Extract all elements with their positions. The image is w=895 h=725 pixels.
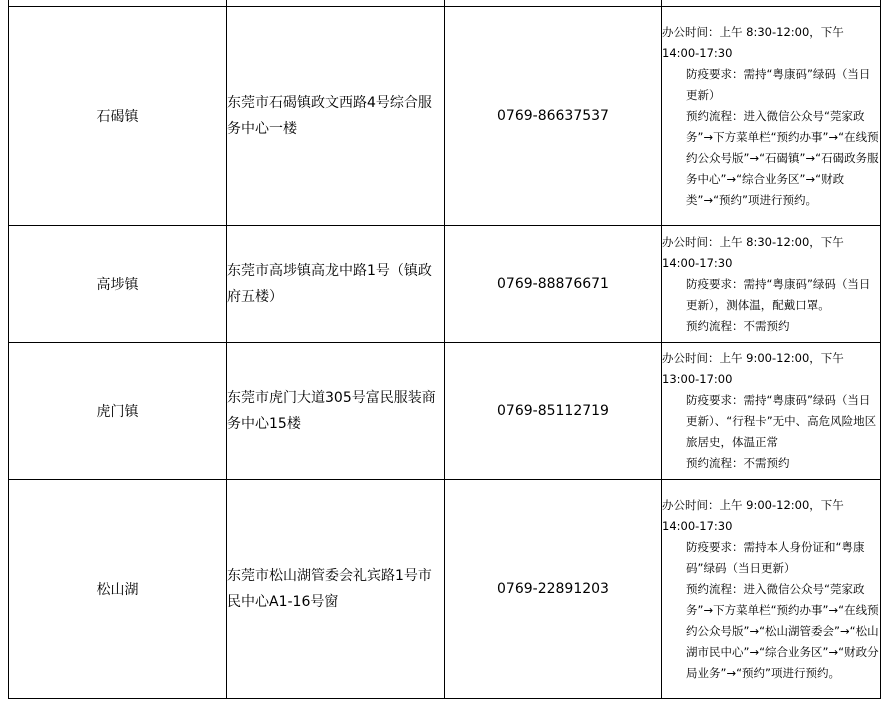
town-name: 松山湖 <box>96 582 139 598</box>
town-cell <box>9 7 227 226</box>
epidemic-requirements: 防疫要求：需持“粤康码”绿码（当日更新） <box>686 66 871 102</box>
address-text: 东莞市石碣镇政文西路4号综合服务中心一楼 <box>227 95 432 137</box>
table-row-songshanhu <box>9 480 881 699</box>
epidemic-requirements: 防疫要求：需持“粤康码”绿码（当日更新）、“行程卡”无中、高危风险地区旅居史，体温正常 <box>686 393 877 449</box>
office-hours: 办公时间：上午 8:30-12:00，下午14:00-17:30 <box>662 24 844 60</box>
phone-number: 0769-85112719 <box>497 403 609 419</box>
address-cell <box>227 7 445 226</box>
phone-number: 0769-88876671 <box>497 276 609 292</box>
office-hours: 办公时间：上午 9:00-12:00，下午13:00-17:00 <box>662 351 844 386</box>
address-text: 东莞市虎门大道305号富民服装商务中心15楼 <box>227 390 436 432</box>
town-name: 石碣镇 <box>96 109 139 125</box>
town-cell <box>9 343 227 480</box>
phone-cell <box>445 7 662 226</box>
office-hours: 办公时间：上午 9:00-12:00，下午14:00-17:30 <box>662 497 844 533</box>
phone-cell <box>445 226 662 343</box>
address-cell <box>227 343 445 480</box>
info-cell <box>662 226 881 343</box>
booking-process: 预约流程：进入微信公众号“莞家政务”→下方菜单栏“预约办事”→“在线预约公众号版”→“石碣镇”→“石碣政务服务中心”→“综合业务区”→“财政类”→“预约”项进行预约。 <box>686 108 879 207</box>
info-cell <box>662 7 881 226</box>
epidemic-requirements: 防疫要求：需持本人身份证和“粤康码”绿码（当日更新） <box>686 539 865 575</box>
table-row-shijie <box>9 7 881 226</box>
town-cell <box>9 480 227 699</box>
town-name: 高埗镇 <box>96 277 139 293</box>
booking-process: 预约流程：不需预约 <box>686 318 790 333</box>
phone-number: 0769-22891203 <box>497 581 609 597</box>
info-cell <box>662 480 881 699</box>
epidemic-requirements: 防疫要求：需持“粤康码”绿码（当日更新），测体温，配戴口罩。 <box>686 276 871 312</box>
address-cell <box>227 480 445 699</box>
address-text: 东莞市松山湖管委会礼宾路1号市民中心A1-16号窗 <box>227 568 432 610</box>
service-office-table <box>8 0 881 699</box>
town-name: 虎门镇 <box>96 404 139 420</box>
info-cell <box>662 343 881 480</box>
town-cell <box>9 226 227 343</box>
booking-process: 预约流程：进入微信公众号“莞家政务”→下方菜单栏“预约办事”→“在线预约公众号版”→“松山湖管委会”→“松山湖市民中心”→“综合业务区”→“财政分局业务”→“预约”项进行预约。 <box>686 581 879 680</box>
booking-process: 预约流程：不需预约 <box>686 456 790 470</box>
address-text: 东莞市高埗镇高龙中路1号（镇政府五楼） <box>227 263 432 305</box>
phone-number: 0769-86637537 <box>497 108 609 124</box>
table-row-humen <box>9 343 881 480</box>
phone-cell <box>445 343 662 480</box>
phone-cell <box>445 480 662 699</box>
office-hours: 办公时间：上午 8:30-12:00，下午14:00-17:30 <box>662 234 844 270</box>
table-row-gaobu <box>9 226 881 343</box>
address-cell <box>227 226 445 343</box>
